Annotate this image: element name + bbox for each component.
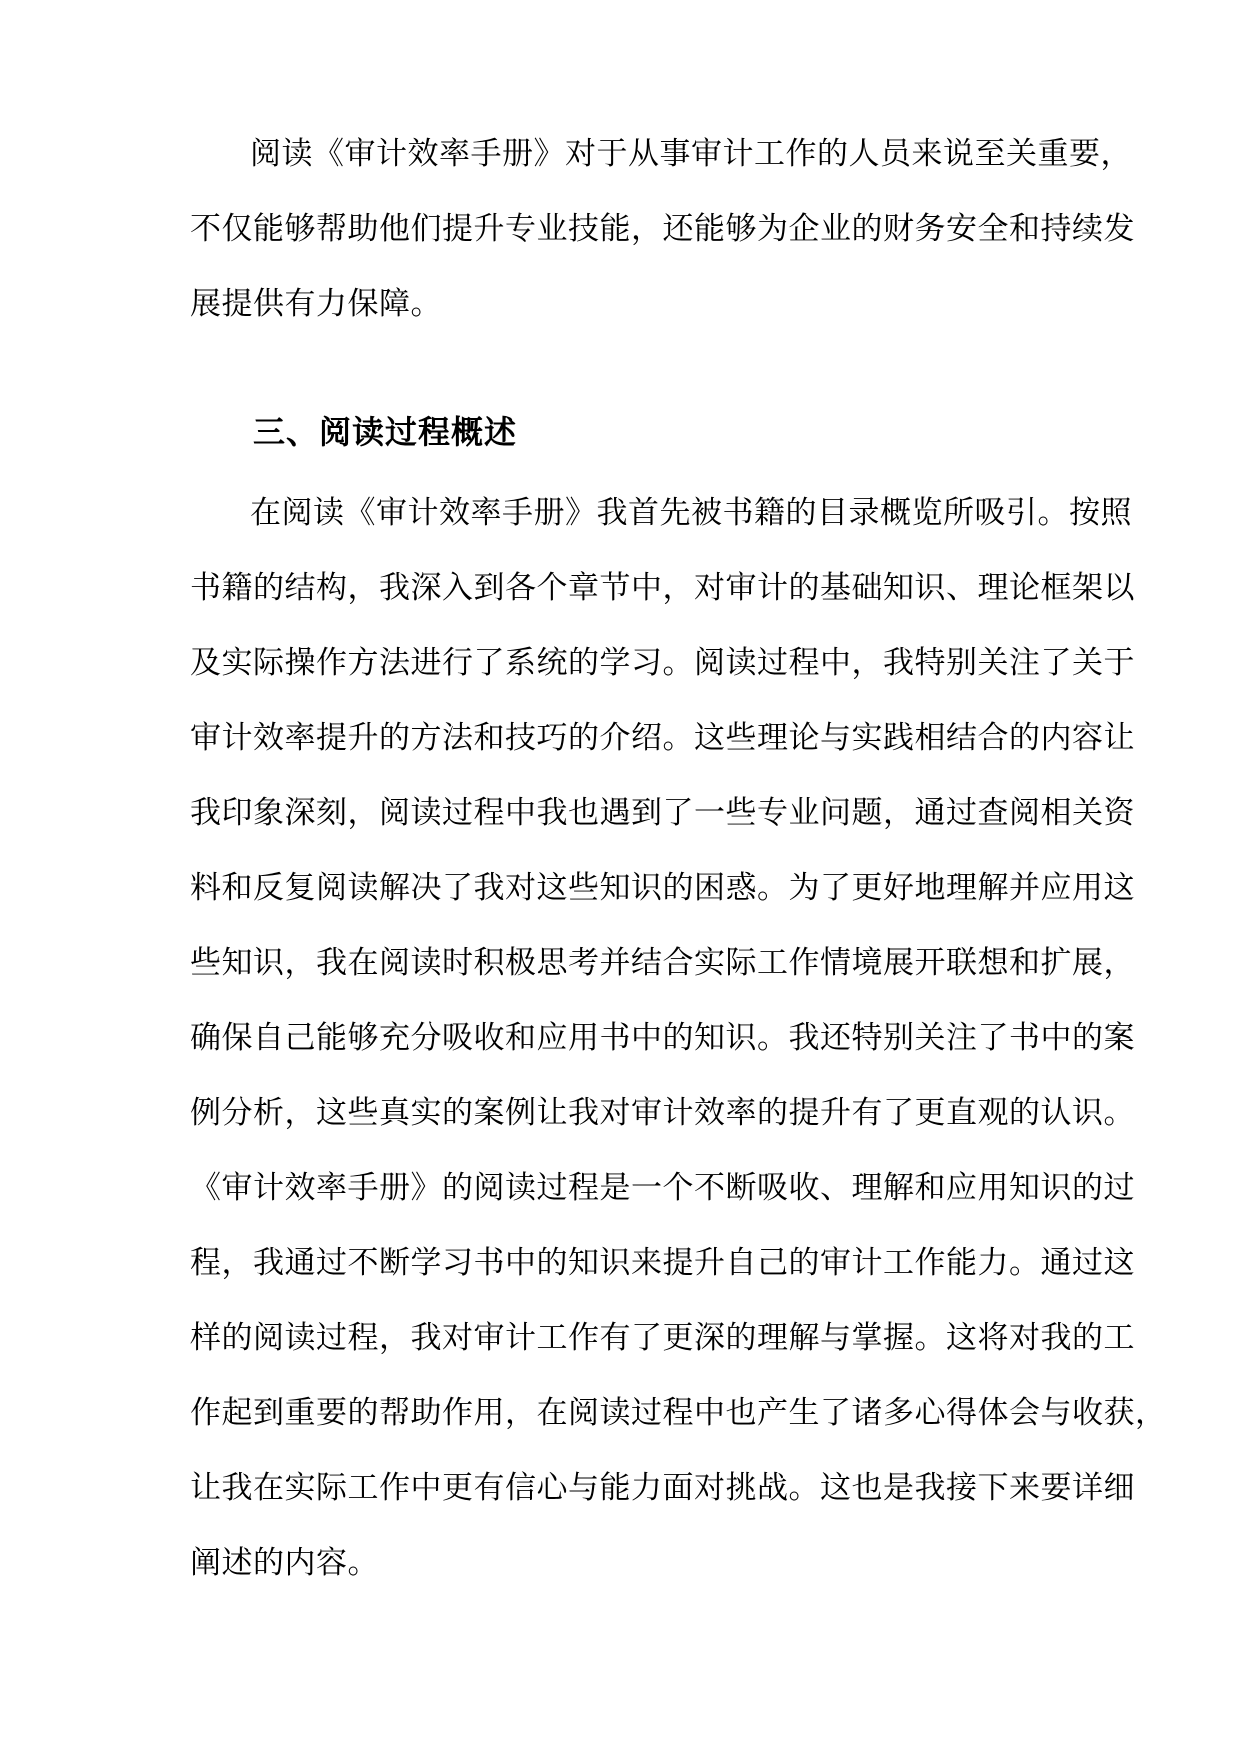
section-heading: 三、阅读过程概述 — [253, 413, 518, 451]
paragraph-line: 料和反复阅读解决了我对这些知识的困惑。为了更好地理解并应用这 — [190, 870, 1135, 906]
paragraph-line: 审计效率提升的方法和技巧的介绍。这些理论与实践相结合的内容让 — [190, 720, 1135, 756]
paragraph-line: 《审计效率手册》的阅读过程是一个不断吸收、理解和应用知识的过 — [190, 1170, 1135, 1206]
paragraph-line: 书籍的结构，我深入到各个章节中，对审计的基础知识、理论框架以 — [190, 570, 1135, 606]
paragraph-line: 作起到重要的帮助作用，在阅读过程中也产生了诸多心得体会与收获， — [190, 1395, 1167, 1431]
paragraph-line: 阅读《审计效率手册》对于从事审计工作的人员来说至关重要， — [250, 136, 1132, 172]
paragraph-line: 些知识，我在阅读时积极思考并结合实际工作情境展开联想和扩展， — [190, 945, 1135, 981]
paragraph-line: 让我在实际工作中更有信心与能力面对挑战。这也是我接下来要详细 — [190, 1470, 1135, 1506]
paragraph-line: 确保自己能够充分吸收和应用书中的知识。我还特别关注了书中的案 — [190, 1020, 1135, 1056]
paragraph-line: 阐述的内容。 — [190, 1545, 379, 1581]
paragraph-line: 在阅读《审计效率手册》我首先被书籍的目录概览所吸引。按照 — [250, 495, 1132, 531]
paragraph-line: 不仅能够帮助他们提升专业技能，还能够为企业的财务安全和持续发 — [190, 211, 1135, 247]
paragraph-line: 我印象深刻，阅读过程中我也遇到了一些专业问题，通过查阅相关资 — [190, 795, 1135, 831]
paragraph-line: 展提供有力保障。 — [190, 286, 442, 322]
paragraph-line: 及实际操作方法进行了系统的学习。阅读过程中，我特别关注了关于 — [190, 645, 1135, 681]
paragraph-line: 样的阅读过程，我对审计工作有了更深的理解与掌握。这将对我的工 — [190, 1320, 1135, 1356]
paragraph-line: 程，我通过不断学习书中的知识来提升自己的审计工作能力。通过这 — [190, 1245, 1135, 1281]
paragraph-line: 例分析，这些真实的案例让我对审计效率的提升有了更直观的认识。 — [190, 1095, 1135, 1131]
